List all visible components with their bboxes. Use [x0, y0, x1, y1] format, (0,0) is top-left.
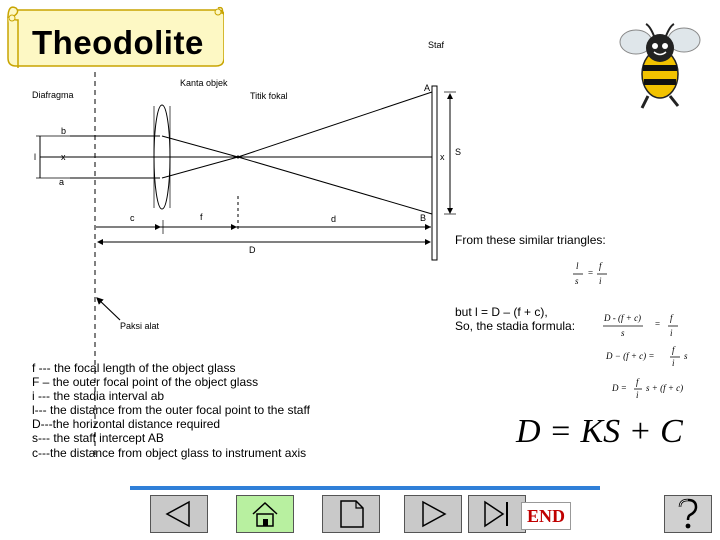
forward-arrow-icon	[405, 496, 461, 532]
label-b: b	[61, 126, 67, 136]
eq2-den-left: s	[621, 328, 625, 338]
eq4-left: D =	[612, 383, 627, 393]
eq4-den: i	[636, 390, 639, 400]
stadia-formula-final: D = KS + C	[516, 413, 683, 450]
nav-separator-bar	[130, 486, 600, 490]
eq3-left: D − (f + c) =	[606, 351, 655, 361]
label-staf: Staf	[428, 40, 445, 50]
legend-item: i --- the stadia interval ab	[32, 389, 165, 404]
staff-rod	[432, 86, 437, 260]
label-S: S	[455, 147, 462, 157]
eq2-num-right: f	[670, 313, 673, 323]
label-l: l	[34, 152, 36, 162]
legend-item: D---the horizontal distance required	[32, 417, 221, 432]
page-title: Theodolite	[32, 24, 204, 61]
eq3-den: i	[672, 358, 675, 368]
eq1-num-left: l	[576, 261, 579, 271]
eq3-num: f	[672, 345, 675, 355]
home-button[interactable]	[236, 495, 294, 533]
label-d: d	[331, 214, 337, 224]
eq2-num-left: D - (f + c)	[604, 313, 642, 323]
back-button[interactable]	[150, 495, 208, 533]
label-D: D	[249, 245, 256, 255]
legend-item: F – the outer focal point of the object glass	[32, 375, 259, 390]
label-B: B	[420, 213, 427, 223]
label-diafragma: Diafragma	[32, 90, 74, 100]
skip-to-end-icon	[469, 496, 525, 532]
back-arrow-icon	[151, 496, 207, 532]
eq1-den-left: s	[575, 276, 579, 286]
legend-item: c---the distance from object glass to instrument axis	[32, 445, 307, 460]
label-f: f	[200, 212, 203, 222]
home-icon	[237, 496, 293, 532]
help-button[interactable]	[664, 495, 712, 533]
question-mark-icon	[665, 496, 711, 532]
so-line-text: So, the stadia formula:	[455, 319, 576, 333]
label-c: c	[130, 213, 135, 223]
label-x-left: x	[61, 152, 66, 162]
page-icon	[323, 496, 379, 532]
skip-to-end-button[interactable]	[468, 495, 526, 533]
label-titik-fokal: Titik fokal	[250, 91, 288, 101]
eq2-den-right: i	[670, 328, 673, 338]
label-paksi-alat: Paksi alat	[120, 321, 160, 331]
eq3-s: s	[684, 351, 688, 361]
label-A: A	[424, 83, 431, 93]
eq4-num: f	[636, 377, 639, 387]
page-button[interactable]	[322, 495, 380, 533]
eq1-den-right: i	[599, 276, 602, 286]
forward-button[interactable]	[404, 495, 462, 533]
legend-item: l--- the distance from the outer focal point to the staff	[32, 403, 310, 418]
label-x-right: x	[440, 152, 445, 162]
label-kanta-objek: Kanta objek	[180, 78, 228, 88]
eq1-num-right: f	[599, 261, 602, 271]
paksi-alat-arrow	[97, 298, 120, 320]
legend	[32, 361, 310, 460]
end-button[interactable]: END	[521, 502, 571, 530]
label-a: a	[59, 177, 65, 187]
eq4-rest: s + (f + c)	[646, 383, 684, 393]
legend-item: f --- the focal length of the object glass	[32, 361, 236, 375]
but-line-text: but l = D – (f + c),	[455, 305, 548, 319]
eq1-equals: =	[588, 268, 594, 278]
eq2-equals: =	[655, 319, 661, 329]
legend-item: s--- the staff intercept AB	[32, 431, 164, 446]
similar-triangles-text: From these similar triangles:	[455, 233, 606, 247]
